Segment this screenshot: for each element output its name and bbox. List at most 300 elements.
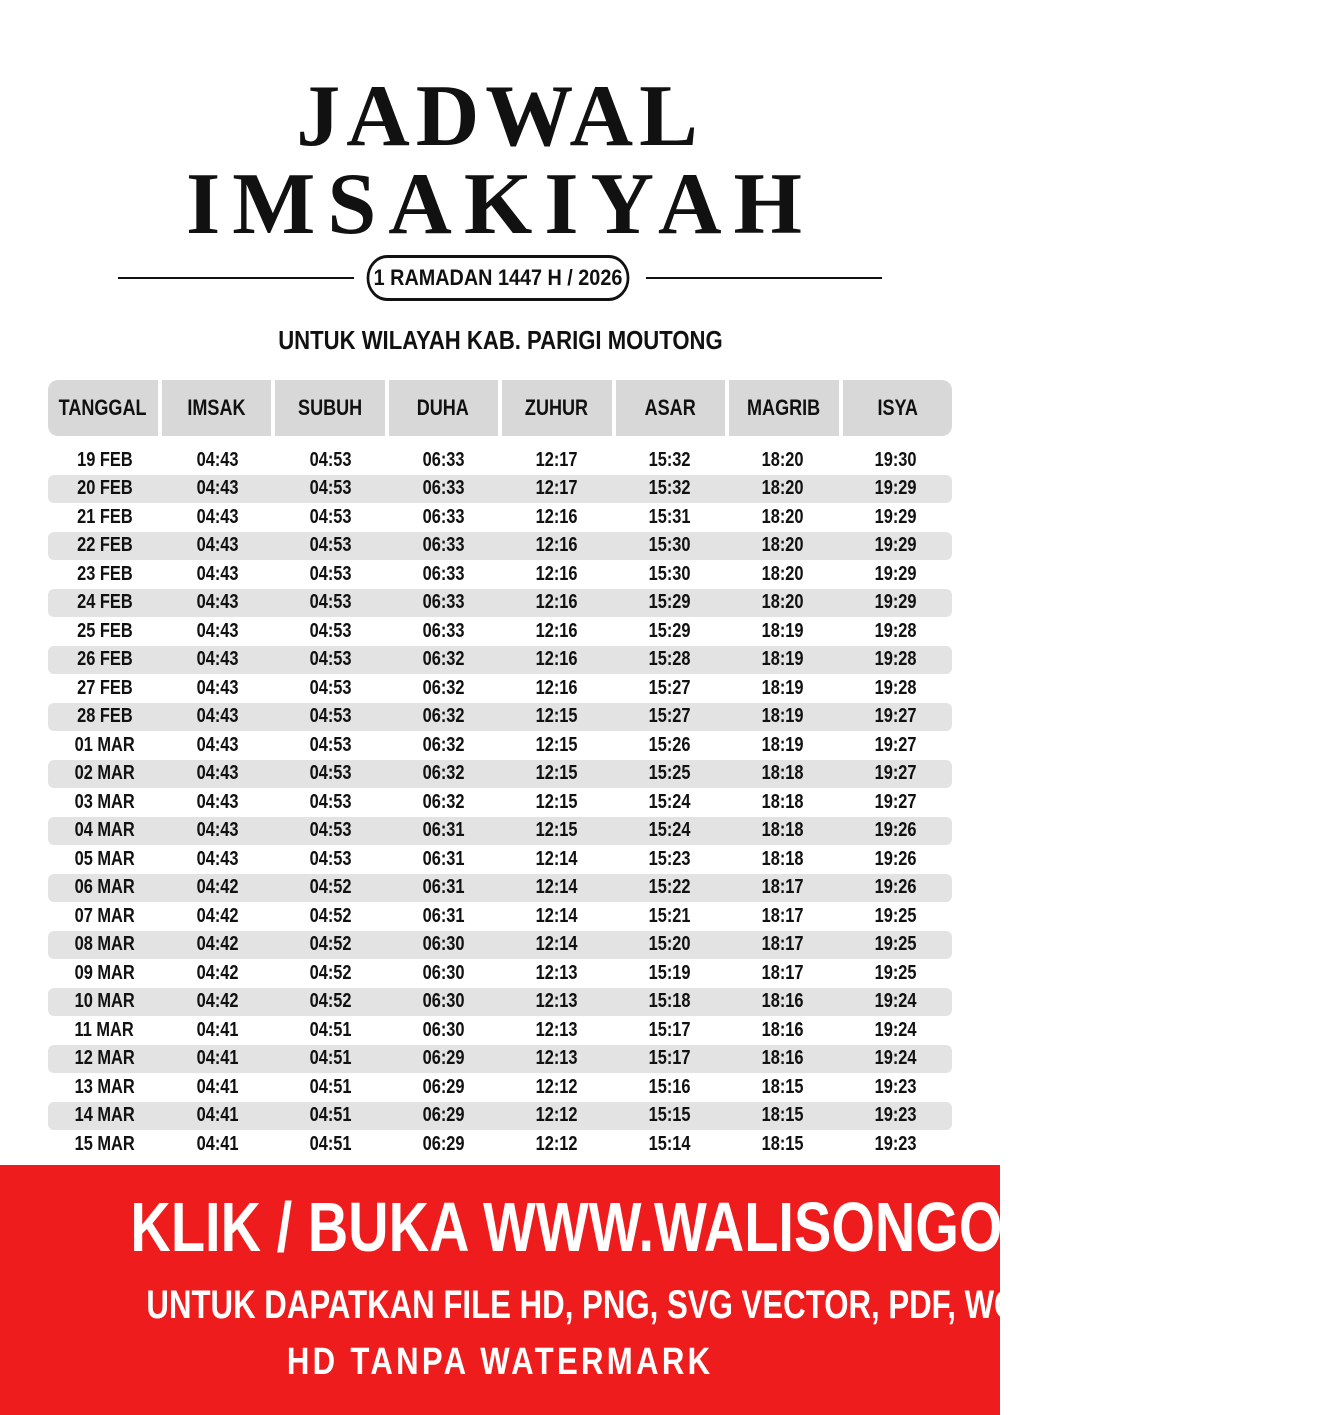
table-cell-text: 04:41	[196, 1075, 239, 1098]
table-cell	[500, 1076, 613, 1099]
table-cell-text: 12:16	[535, 619, 578, 642]
table-cell-text: 12:16	[535, 562, 578, 585]
banner-headline-text: KLIK / BUKA WWW.WALISONGO.CO.ID	[130, 1188, 1174, 1266]
table-cell	[613, 762, 726, 785]
table-cell-text: 04:43	[196, 534, 239, 557]
page-title-line1: JADWAL	[296, 68, 704, 165]
column-header-tanggal	[48, 380, 158, 436]
table-cell-text: 04:41	[196, 1104, 239, 1127]
table-cell-text: 04:53	[309, 448, 352, 471]
table-cell	[48, 506, 161, 529]
table-cell-text: 15:14	[648, 1132, 691, 1155]
table-cell	[613, 1133, 726, 1156]
table-cell	[161, 990, 274, 1013]
table-cell-text: 04:43	[196, 847, 239, 870]
table-row	[48, 1130, 952, 1159]
table-cell	[48, 876, 161, 899]
table-row	[48, 446, 952, 475]
table-cell-text: 04:53	[309, 562, 352, 585]
table-cell-text: 12:12	[535, 1132, 578, 1155]
table-row	[48, 1073, 952, 1102]
table-cell	[613, 1104, 726, 1127]
table-cell-text: 12:12	[535, 1075, 578, 1098]
table-cell	[274, 506, 387, 529]
table-cell-text: 04:43	[196, 790, 239, 813]
column-header-label: TANGGAL	[58, 395, 147, 420]
table-cell	[613, 1047, 726, 1070]
table-cell-text: 15:30	[648, 562, 691, 585]
table-cell-text: 15:24	[648, 790, 691, 813]
table-cell	[161, 620, 274, 643]
table-cell	[387, 819, 500, 842]
table-cell	[161, 648, 274, 671]
table-cell	[387, 705, 500, 728]
table-cell	[613, 848, 726, 871]
table-cell-text: 27 FEB	[76, 676, 133, 699]
column-header-asar	[616, 380, 726, 436]
table-cell	[274, 962, 387, 985]
table-cell	[274, 762, 387, 785]
table-cell-text: 18:17	[761, 961, 804, 984]
table-cell-text: 25 FEB	[76, 619, 133, 642]
table-cell	[500, 848, 613, 871]
table-cell	[839, 534, 952, 557]
table-cell-text: 04:53	[309, 619, 352, 642]
table-cell	[613, 933, 726, 956]
table-cell-text: 06:29	[422, 1104, 465, 1127]
table-cell-text: 12:13	[535, 1018, 578, 1041]
table-cell-text: 04:43	[196, 619, 239, 642]
column-header-isya	[843, 380, 953, 436]
table-cell-text: 15:20	[648, 933, 691, 956]
table-cell-text: 18:17	[761, 933, 804, 956]
table-row	[48, 1102, 952, 1131]
table-cell	[48, 791, 161, 814]
column-header-duha	[389, 380, 499, 436]
table-cell	[161, 677, 274, 700]
table-cell	[726, 1133, 839, 1156]
table-cell	[274, 791, 387, 814]
table-cell-text: 15:27	[648, 705, 691, 728]
table-cell	[48, 990, 161, 1013]
table-cell	[500, 648, 613, 671]
page-title-line2: IMSAKIYAH	[186, 156, 814, 253]
table-cell-text: 06:33	[422, 619, 465, 642]
table-cell	[48, 933, 161, 956]
table-cell-text: 06:29	[422, 1047, 465, 1070]
table-row	[48, 703, 952, 732]
table-cell	[161, 477, 274, 500]
table-cell	[48, 1133, 161, 1156]
table-cell	[48, 563, 161, 586]
table-cell	[613, 591, 726, 614]
table-cell-text: 23 FEB	[76, 562, 133, 585]
table-cell	[161, 705, 274, 728]
table-row	[48, 731, 952, 760]
table-cell	[161, 905, 274, 928]
table-cell	[726, 648, 839, 671]
table-cell-text: 12:14	[535, 847, 578, 870]
table-row	[48, 560, 952, 589]
table-cell	[274, 677, 387, 700]
table-cell	[48, 705, 161, 728]
banner-note	[0, 1337, 1000, 1387]
table-cell-text: 18:16	[761, 1018, 804, 1041]
table-cell-text: 04:52	[309, 904, 352, 927]
table-cell-text: 18:20	[761, 591, 804, 614]
table-row	[48, 817, 952, 846]
table-cell	[500, 819, 613, 842]
table-row	[48, 589, 952, 618]
column-header-label: IMSAK	[187, 395, 246, 420]
table-cell-text: 19:26	[874, 819, 917, 842]
table-cell-text: 04:41	[196, 1018, 239, 1041]
table-cell-text: 14 MAR	[74, 1104, 135, 1127]
table-cell-text: 12:16	[535, 648, 578, 671]
table-header	[48, 380, 952, 436]
table-cell	[161, 1019, 274, 1042]
table-cell-text: 06:33	[422, 448, 465, 471]
banner-subline-text: UNTUK DAPATKAN FILE HD, PNG, SVG VECTOR, PDF, WORD, EXCEL	[146, 1283, 1185, 1327]
table-cell-text: 18:15	[761, 1104, 804, 1127]
table-cell-text: 06 MAR	[74, 876, 135, 899]
table-cell-text: 12 MAR	[74, 1047, 135, 1070]
table-cell-text: 04:42	[196, 990, 239, 1013]
table-cell	[726, 990, 839, 1013]
table-cell	[839, 990, 952, 1013]
table-cell-text: 04:42	[196, 933, 239, 956]
table-cell	[274, 534, 387, 557]
table-cell	[726, 1019, 839, 1042]
table-cell-text: 19:27	[874, 762, 917, 785]
table-cell	[274, 705, 387, 728]
table-cell-text: 04:53	[309, 534, 352, 557]
table-cell	[613, 1019, 726, 1042]
table-cell	[500, 933, 613, 956]
table-cell-text: 19 FEB	[76, 448, 133, 471]
table-cell	[161, 1047, 274, 1070]
table-cell	[839, 1104, 952, 1127]
table-cell	[161, 1104, 274, 1127]
table-cell-text: 04:53	[309, 505, 352, 528]
table-row	[48, 931, 952, 960]
table-cell-text: 15:27	[648, 676, 691, 699]
table-cell	[500, 677, 613, 700]
table-cell-text: 19:24	[874, 1047, 917, 1070]
table-cell	[726, 1047, 839, 1070]
column-header-label: ASAR	[644, 395, 696, 420]
table-cell-text: 04:53	[309, 733, 352, 756]
table-cell	[48, 905, 161, 928]
table-cell	[387, 534, 500, 557]
table-cell	[161, 819, 274, 842]
table-cell	[274, 648, 387, 671]
table-cell	[726, 1104, 839, 1127]
table-cell-text: 20 FEB	[76, 477, 133, 500]
table-cell	[839, 591, 952, 614]
table-cell	[48, 962, 161, 985]
table-cell	[613, 534, 726, 557]
table-cell-text: 19:24	[874, 990, 917, 1013]
table-cell-text: 18:16	[761, 990, 804, 1013]
table-cell-text: 06:31	[422, 876, 465, 899]
table-cell-text: 19:28	[874, 676, 917, 699]
table-cell	[387, 1104, 500, 1127]
table-row	[48, 988, 952, 1017]
table-cell	[387, 848, 500, 871]
table-cell	[274, 990, 387, 1013]
table-cell-text: 12:15	[535, 705, 578, 728]
table-cell	[161, 563, 274, 586]
table-cell	[48, 449, 161, 472]
table-cell-text: 04:53	[309, 648, 352, 671]
table-cell-text: 19:29	[874, 534, 917, 557]
table-cell-text: 02 MAR	[74, 762, 135, 785]
table-cell	[839, 876, 952, 899]
table-cell	[500, 591, 613, 614]
table-row	[48, 1045, 952, 1074]
table-cell	[387, 563, 500, 586]
table-cell-text: 06:31	[422, 904, 465, 927]
table-cell-text: 11 MAR	[74, 1018, 135, 1041]
table-cell	[839, 1133, 952, 1156]
table-cell-text: 04:43	[196, 448, 239, 471]
table-cell-text: 15:22	[648, 876, 691, 899]
table-cell-text: 24 FEB	[76, 591, 133, 614]
table-cell-text: 18:19	[761, 648, 804, 671]
table-cell-text: 06:30	[422, 1018, 465, 1041]
table-cell	[500, 762, 613, 785]
table-cell-text: 09 MAR	[74, 961, 135, 984]
table-cell	[48, 677, 161, 700]
table-cell	[274, 1076, 387, 1099]
column-header-label: SUBUH	[297, 395, 362, 420]
table-cell-text: 13 MAR	[74, 1075, 135, 1098]
table-cell-text: 15:17	[648, 1047, 691, 1070]
table-cell	[613, 819, 726, 842]
table-cell	[839, 1076, 952, 1099]
table-cell-text: 04:51	[309, 1018, 352, 1041]
table-cell	[500, 563, 613, 586]
table-cell-text: 04:42	[196, 904, 239, 927]
table-cell	[48, 848, 161, 871]
table-cell-text: 04:43	[196, 591, 239, 614]
table-cell-text: 21 FEB	[76, 505, 133, 528]
table-cell-text: 04:53	[309, 819, 352, 842]
table-cell	[500, 620, 613, 643]
table-cell	[387, 990, 500, 1013]
table-cell	[726, 563, 839, 586]
table-cell	[274, 819, 387, 842]
table-cell	[274, 449, 387, 472]
table-cell	[48, 1047, 161, 1070]
table-cell-text: 18:18	[761, 762, 804, 785]
table-cell	[839, 677, 952, 700]
table-cell-text: 06:30	[422, 990, 465, 1013]
table-cell	[726, 791, 839, 814]
table-cell	[500, 705, 613, 728]
table-cell	[274, 848, 387, 871]
table-cell-text: 19:25	[874, 933, 917, 956]
table-cell	[48, 591, 161, 614]
table-cell-text: 19:26	[874, 876, 917, 899]
table-cell-text: 19:23	[874, 1075, 917, 1098]
table-cell-text: 12:16	[535, 676, 578, 699]
column-header-label: MAGRIB	[747, 395, 821, 420]
table-row	[48, 788, 952, 817]
table-cell-text: 06:33	[422, 562, 465, 585]
table-row	[48, 532, 952, 561]
table-cell	[161, 506, 274, 529]
promo-banner[interactable]	[0, 1165, 1185, 1415]
table-cell	[726, 620, 839, 643]
banner-subline	[0, 1280, 1185, 1330]
table-cell-text: 04:41	[196, 1132, 239, 1155]
table-cell-text: 15:32	[648, 477, 691, 500]
table-cell-text: 04:41	[196, 1047, 239, 1070]
table-cell	[500, 506, 613, 529]
column-header-imsak	[162, 380, 272, 436]
table-cell	[500, 990, 613, 1013]
table-cell	[839, 1019, 952, 1042]
table-cell-text: 04:43	[196, 762, 239, 785]
table-cell-text: 12:13	[535, 961, 578, 984]
table-cell	[500, 734, 613, 757]
table-cell	[48, 1076, 161, 1099]
table-cell	[161, 534, 274, 557]
table-cell	[387, 962, 500, 985]
table-cell	[387, 876, 500, 899]
table-cell-text: 28 FEB	[76, 705, 133, 728]
table-cell	[500, 477, 613, 500]
table-cell	[500, 876, 613, 899]
table-cell-text: 04 MAR	[74, 819, 135, 842]
column-header-label: ISYA	[877, 395, 918, 420]
table-cell	[839, 819, 952, 842]
region-label	[0, 322, 1000, 358]
table-cell-text: 06:32	[422, 762, 465, 785]
table-cell	[274, 1019, 387, 1042]
table-cell	[387, 477, 500, 500]
table-row	[48, 1016, 952, 1045]
table-cell-text: 06:32	[422, 648, 465, 671]
table-cell-text: 15:18	[648, 990, 691, 1013]
table-cell	[726, 705, 839, 728]
table-cell	[387, 648, 500, 671]
table-cell	[726, 591, 839, 614]
table-cell	[500, 1133, 613, 1156]
table-row	[48, 959, 952, 988]
table-cell-text: 15:25	[648, 762, 691, 785]
table-cell-text: 19:24	[874, 1018, 917, 1041]
table-cell	[48, 534, 161, 557]
table-row	[48, 845, 952, 874]
table-cell-text: 04:53	[309, 847, 352, 870]
table-cell	[839, 705, 952, 728]
table-cell	[839, 933, 952, 956]
table-cell-text: 18:15	[761, 1075, 804, 1098]
table-cell-text: 19:29	[874, 477, 917, 500]
table-cell	[839, 449, 952, 472]
table-cell-text: 06:33	[422, 477, 465, 500]
table-cell-text: 18:19	[761, 705, 804, 728]
table-cell	[726, 677, 839, 700]
table-cell-text: 26 FEB	[76, 648, 133, 671]
table-cell	[839, 962, 952, 985]
table-cell-text: 06:30	[422, 961, 465, 984]
column-header-magrib	[729, 380, 839, 436]
schedule-table	[48, 446, 952, 1159]
table-cell	[161, 1076, 274, 1099]
table-cell	[161, 933, 274, 956]
table-cell-text: 04:53	[309, 676, 352, 699]
table-cell-text: 04:43	[196, 648, 239, 671]
table-cell-text: 04:51	[309, 1047, 352, 1070]
table-cell	[387, 677, 500, 700]
table-cell	[387, 1047, 500, 1070]
table-cell-text: 15:29	[648, 619, 691, 642]
table-row	[48, 646, 952, 675]
table-cell-text: 18:15	[761, 1132, 804, 1155]
table-row	[48, 874, 952, 903]
table-cell-text: 15 MAR	[74, 1132, 135, 1155]
table-cell	[500, 962, 613, 985]
table-cell-text: 19:27	[874, 733, 917, 756]
table-cell	[613, 734, 726, 757]
table-cell	[387, 905, 500, 928]
table-cell-text: 18:18	[761, 790, 804, 813]
table-cell	[613, 563, 726, 586]
table-cell	[387, 791, 500, 814]
table-cell-text: 19:26	[874, 847, 917, 870]
table-cell-text: 19:27	[874, 790, 917, 813]
table-cell	[839, 1047, 952, 1070]
table-cell-text: 04:53	[309, 762, 352, 785]
table-cell	[839, 477, 952, 500]
table-cell	[274, 563, 387, 586]
table-cell	[387, 1019, 500, 1042]
table-cell-text: 19:27	[874, 705, 917, 728]
table-cell-text: 15:15	[648, 1104, 691, 1127]
table-cell-text: 06:32	[422, 676, 465, 699]
table-cell-text: 04:43	[196, 505, 239, 528]
table-cell	[613, 506, 726, 529]
table-row	[48, 902, 952, 931]
table-cell	[726, 534, 839, 557]
table-cell-text: 06:29	[422, 1132, 465, 1155]
table-cell-text: 04:51	[309, 1075, 352, 1098]
table-cell	[48, 762, 161, 785]
table-cell-text: 12:13	[535, 990, 578, 1013]
column-header-zuhur	[502, 380, 612, 436]
table-cell	[274, 1047, 387, 1070]
table-cell	[500, 449, 613, 472]
table-cell-text: 06:30	[422, 933, 465, 956]
table-cell	[500, 534, 613, 557]
table-cell-text: 12:14	[535, 933, 578, 956]
table-cell-text: 12:15	[535, 733, 578, 756]
table-cell	[839, 734, 952, 757]
table-cell-text: 18:20	[761, 562, 804, 585]
table-cell	[387, 1133, 500, 1156]
table-cell	[726, 477, 839, 500]
table-cell	[161, 962, 274, 985]
table-cell-text: 06:31	[422, 847, 465, 870]
table-cell	[274, 734, 387, 757]
table-cell-text: 18:18	[761, 847, 804, 870]
table-cell-text: 15:29	[648, 591, 691, 614]
table-cell	[274, 1133, 387, 1156]
